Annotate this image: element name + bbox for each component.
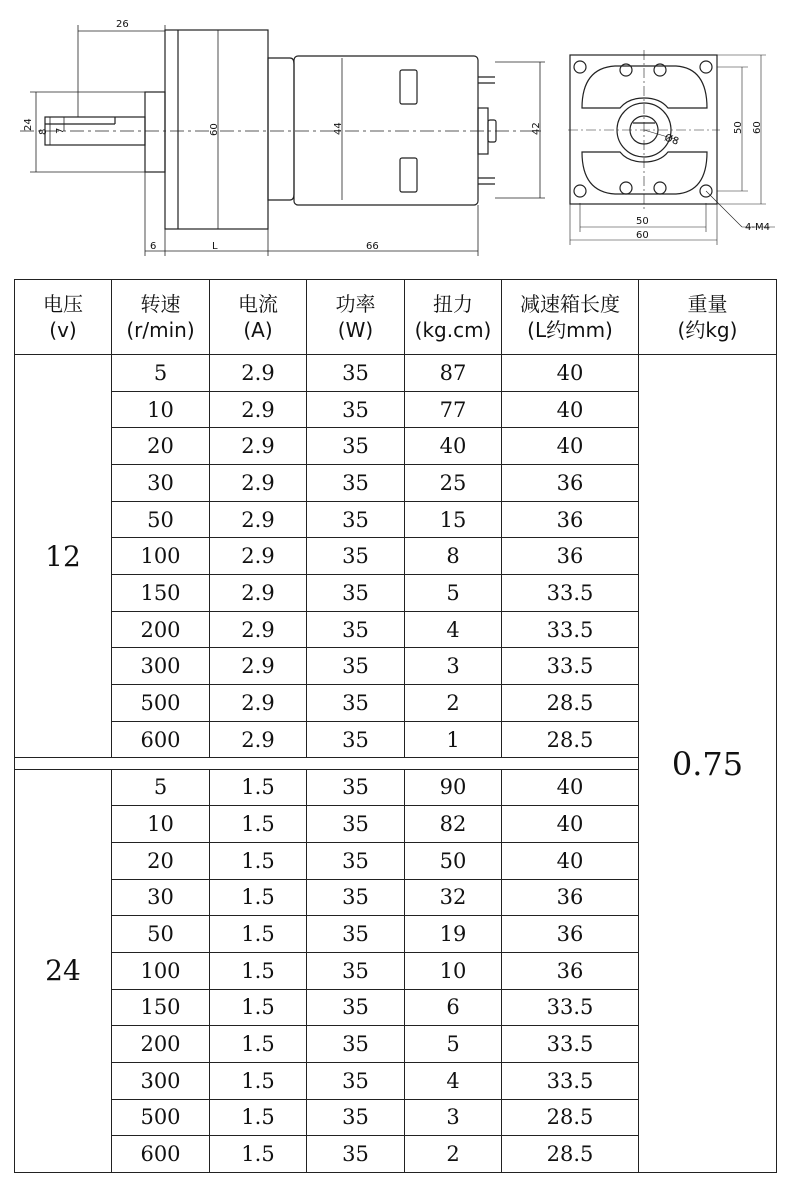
length-cell: 36 xyxy=(502,538,639,575)
flange-outline xyxy=(570,55,717,204)
dim-motor-dia: 44 xyxy=(333,122,344,135)
speed-cell: 150 xyxy=(112,575,210,612)
torque-cell: 5 xyxy=(405,1026,502,1063)
weight-cell: 0.75 xyxy=(639,355,777,1173)
power-cell: 35 xyxy=(307,769,405,806)
power-cell: 35 xyxy=(307,355,405,392)
length-cell: 36 xyxy=(502,879,639,916)
header-speed: 转速 (r/min) xyxy=(112,280,210,355)
length-cell: 36 xyxy=(502,916,639,953)
speed-cell: 10 xyxy=(112,806,210,843)
header-weight: 重量 (约kg) xyxy=(639,280,777,355)
dim-shaft-length: 26 xyxy=(116,19,129,30)
torque-cell: 6 xyxy=(405,989,502,1026)
length-cell: 28.5 xyxy=(502,1099,639,1136)
power-cell: 35 xyxy=(307,648,405,685)
dim-gearbox-height: 60 xyxy=(209,123,220,136)
current-cell: 2.9 xyxy=(210,685,307,722)
technical-drawing xyxy=(0,0,790,270)
speed-cell: 150 xyxy=(112,989,210,1026)
torque-cell: 8 xyxy=(405,538,502,575)
current-cell: 2.9 xyxy=(210,721,307,758)
length-cell: 36 xyxy=(502,952,639,989)
dim-flange-shaft: Ø8 xyxy=(662,132,681,148)
current-cell: 2.9 xyxy=(210,575,307,612)
current-cell: 1.5 xyxy=(210,1062,307,1099)
speed-cell: 20 xyxy=(112,428,210,465)
current-cell: 1.5 xyxy=(210,1136,307,1173)
torque-cell: 4 xyxy=(405,1062,502,1099)
dim-gearbox-length: L xyxy=(212,241,218,252)
length-cell: 40 xyxy=(502,428,639,465)
torque-cell: 5 xyxy=(405,575,502,612)
length-cell: 40 xyxy=(502,806,639,843)
current-cell: 1.5 xyxy=(210,806,307,843)
dim-motor-length: 66 xyxy=(366,241,379,252)
length-cell: 40 xyxy=(502,842,639,879)
dim-flange-width: 60 xyxy=(636,230,649,241)
speed-cell: 200 xyxy=(112,1026,210,1063)
speed-cell: 300 xyxy=(112,1062,210,1099)
torque-cell: 50 xyxy=(405,842,502,879)
current-cell: 2.9 xyxy=(210,391,307,428)
current-cell: 2.9 xyxy=(210,465,307,502)
power-cell: 35 xyxy=(307,879,405,916)
length-cell: 36 xyxy=(502,465,639,502)
torque-cell: 77 xyxy=(405,391,502,428)
speed-cell: 30 xyxy=(112,879,210,916)
power-cell: 35 xyxy=(307,1062,405,1099)
power-cell: 35 xyxy=(307,611,405,648)
torque-cell: 19 xyxy=(405,916,502,953)
speed-cell: 100 xyxy=(112,538,210,575)
power-cell: 35 xyxy=(307,916,405,953)
current-cell: 1.5 xyxy=(210,769,307,806)
length-cell: 33.5 xyxy=(502,989,639,1026)
flange-cutout-bottom xyxy=(582,152,707,194)
power-cell: 35 xyxy=(307,501,405,538)
header-torque: 扭力 (kg.cm) xyxy=(405,280,502,355)
speed-cell: 10 xyxy=(112,391,210,428)
torque-cell: 1 xyxy=(405,721,502,758)
current-cell: 1.5 xyxy=(210,916,307,953)
speed-cell: 5 xyxy=(112,355,210,392)
gearbox-boss xyxy=(145,92,165,172)
speed-cell: 500 xyxy=(112,685,210,722)
table-row xyxy=(15,355,777,392)
torque-cell: 2 xyxy=(405,685,502,722)
torque-cell: 10 xyxy=(405,952,502,989)
torque-cell: 4 xyxy=(405,611,502,648)
speed-cell: 600 xyxy=(112,1136,210,1173)
power-cell: 35 xyxy=(307,842,405,879)
length-cell: 33.5 xyxy=(502,611,639,648)
dim-flat: 7 xyxy=(55,127,66,134)
speed-cell: 600 xyxy=(112,721,210,758)
torque-cell: 3 xyxy=(405,1099,502,1136)
separator-cell xyxy=(15,758,639,769)
spec-table xyxy=(14,279,777,1173)
power-cell: 35 xyxy=(307,465,405,502)
current-cell: 1.5 xyxy=(210,952,307,989)
length-cell: 40 xyxy=(502,355,639,392)
length-cell: 33.5 xyxy=(502,648,639,685)
length-cell: 28.5 xyxy=(502,1136,639,1173)
torque-cell: 90 xyxy=(405,769,502,806)
dim-terminal-height: 42 xyxy=(531,122,542,135)
dim-hole-pitch-v: 50 xyxy=(733,121,744,134)
current-cell: 1.5 xyxy=(210,989,307,1026)
power-cell: 35 xyxy=(307,428,405,465)
torque-cell: 15 xyxy=(405,501,502,538)
current-cell: 2.9 xyxy=(210,611,307,648)
torque-cell: 82 xyxy=(405,806,502,843)
length-cell: 33.5 xyxy=(502,575,639,612)
speed-cell: 20 xyxy=(112,842,210,879)
current-cell: 1.5 xyxy=(210,879,307,916)
power-cell: 35 xyxy=(307,391,405,428)
dim-shaft-dia: 8 xyxy=(38,128,49,135)
current-cell: 2.9 xyxy=(210,428,307,465)
motor-body xyxy=(268,58,294,200)
current-cell: 1.5 xyxy=(210,1026,307,1063)
power-cell: 35 xyxy=(307,721,405,758)
dim-mount-holes: 4-M4 xyxy=(745,222,770,233)
speed-cell: 300 xyxy=(112,648,210,685)
power-cell: 35 xyxy=(307,1026,405,1063)
torque-cell: 3 xyxy=(405,648,502,685)
speed-cell: 200 xyxy=(112,611,210,648)
header-voltage: 电压 (v) xyxy=(15,280,112,355)
dim-shaft-bore: 24 xyxy=(23,118,34,131)
motor-vent-top xyxy=(400,70,417,104)
flange-cutout-top xyxy=(582,66,707,108)
length-cell: 28.5 xyxy=(502,721,639,758)
length-cell: 36 xyxy=(502,501,639,538)
mount-hole xyxy=(700,61,712,73)
power-cell: 35 xyxy=(307,989,405,1026)
header-current: 电流 (A) xyxy=(210,280,307,355)
power-cell: 35 xyxy=(307,806,405,843)
current-cell: 1.5 xyxy=(210,842,307,879)
speed-cell: 50 xyxy=(112,501,210,538)
current-cell: 2.9 xyxy=(210,501,307,538)
dim-boss: 6 xyxy=(150,241,157,252)
speed-cell: 50 xyxy=(112,916,210,953)
length-cell: 40 xyxy=(502,391,639,428)
power-cell: 35 xyxy=(307,1099,405,1136)
speed-cell: 500 xyxy=(112,1099,210,1136)
torque-cell: 87 xyxy=(405,355,502,392)
length-cell: 28.5 xyxy=(502,685,639,722)
torque-cell: 2 xyxy=(405,1136,502,1173)
mount-hole xyxy=(574,61,586,73)
power-cell: 35 xyxy=(307,575,405,612)
power-cell: 35 xyxy=(307,685,405,722)
power-cell: 35 xyxy=(307,952,405,989)
speed-cell: 5 xyxy=(112,769,210,806)
mount-hole xyxy=(574,185,586,197)
length-cell: 40 xyxy=(502,769,639,806)
table-body xyxy=(15,355,777,1173)
current-cell: 1.5 xyxy=(210,1099,307,1136)
dim-hole-pitch: 50 xyxy=(636,216,649,227)
length-cell: 33.5 xyxy=(502,1062,639,1099)
voltage-cell: 24 xyxy=(15,769,112,1172)
header-power: 功率 (W) xyxy=(307,280,405,355)
torque-cell: 25 xyxy=(405,465,502,502)
length-cell: 33.5 xyxy=(502,1026,639,1063)
header-gearbox-length: 减速箱长度 (L约mm) xyxy=(502,280,639,355)
power-cell: 35 xyxy=(307,538,405,575)
voltage-cell: 12 xyxy=(15,355,112,758)
motor-vent-bottom xyxy=(400,158,417,192)
speed-cell: 30 xyxy=(112,465,210,502)
power-cell: 35 xyxy=(307,1136,405,1173)
current-cell: 2.9 xyxy=(210,648,307,685)
table-header xyxy=(15,280,777,355)
torque-cell: 32 xyxy=(405,879,502,916)
current-cell: 2.9 xyxy=(210,538,307,575)
dim-flange-height: 60 xyxy=(752,121,763,134)
speed-cell: 100 xyxy=(112,952,210,989)
torque-cell: 40 xyxy=(405,428,502,465)
current-cell: 2.9 xyxy=(210,355,307,392)
